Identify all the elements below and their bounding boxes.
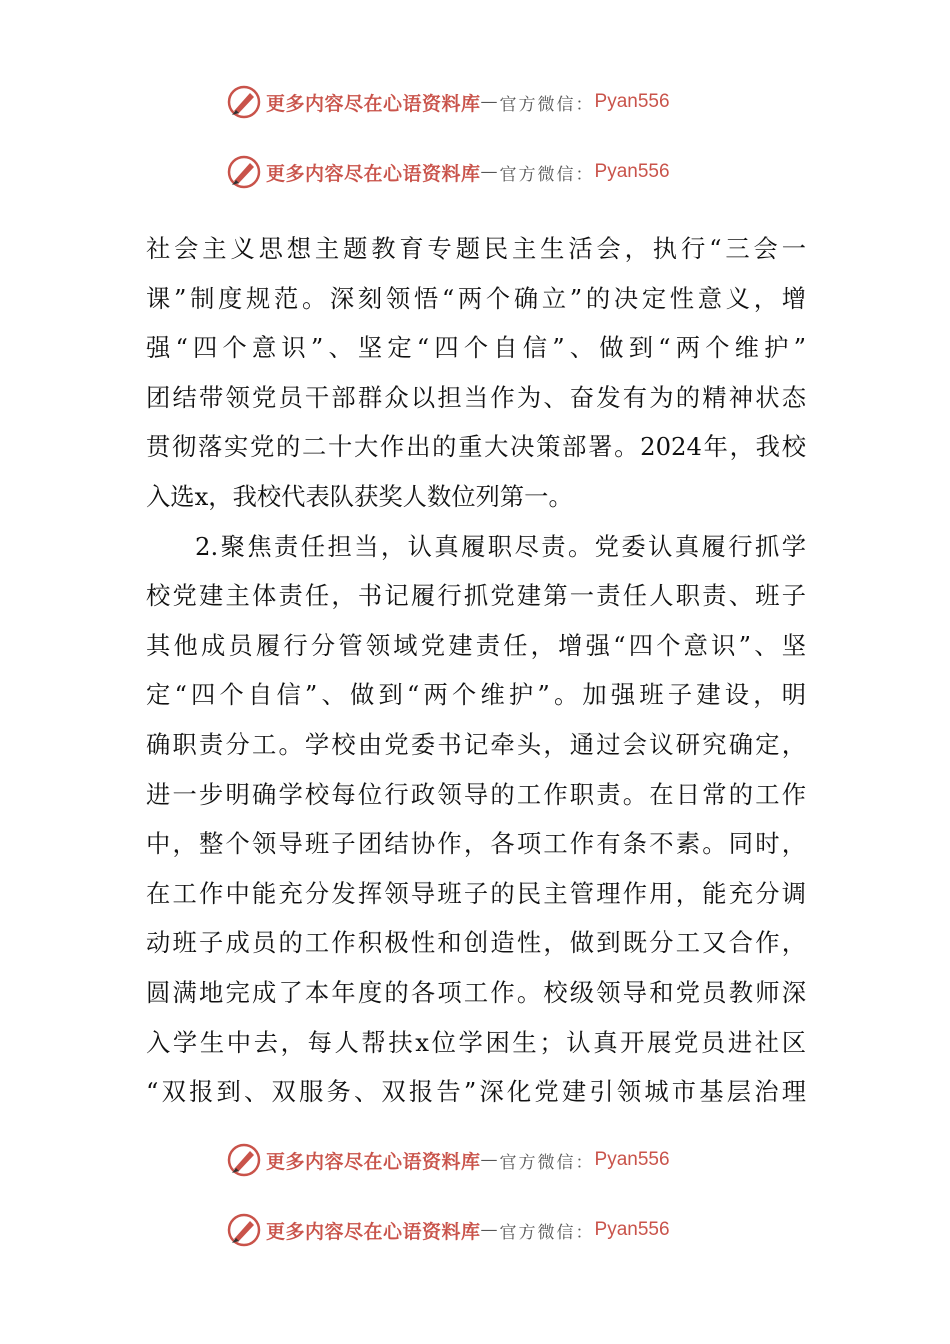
text-line: 入学生中去，每人帮扶x位学困生；认真开展党员进社区 (146, 1027, 806, 1057)
text-line: 进一步明确学校每位行政领导的工作职责。在日常的工作 (146, 779, 806, 809)
text-line: 定“四个自信”、做到“两个维护”。加强班子建设，明 (146, 680, 806, 710)
text-line: 其他成员履行分管领域党建责任，增强“四个意识”、坚 (146, 630, 806, 660)
text-line: 在工作中能充分发挥领导班子的民主管理作用，能充分调 (146, 878, 806, 908)
watermark-site-text: 更多内容尽在心语资料库 (266, 1150, 481, 1173)
watermark-wechat-label: 官方微信： (499, 1152, 595, 1173)
watermark-banner (226, 1210, 746, 1250)
paragraph-1 (146, 224, 806, 522)
text-line: “双报到、双服务、双报告”深化党建引领城市基层治理 (146, 1077, 806, 1107)
text-line: 2.聚焦责任担当，认真履职尽责。党委认真履行抓学 (195, 531, 806, 561)
watermark-banner (226, 152, 746, 192)
watermark-dash: — (480, 1220, 500, 1240)
text-line: 动班子成员的工作积极性和创造性，做到既分工又合作， (146, 928, 806, 958)
text-line: 入选x，我校代表队获奖人数位列第一。 (146, 481, 573, 511)
watermark-banner (226, 1140, 746, 1180)
text-line: 校党建主体责任，书记履行抓党建第一责任人职责、班子 (146, 581, 806, 611)
watermark-wechat-id: Pyan556 (594, 1219, 670, 1240)
text-line: 中，整个领导班子团结协作，各项工作有条不素。同时， (146, 829, 806, 859)
pen-logo-icon (226, 1142, 262, 1178)
pen-logo-icon (226, 154, 262, 190)
watermark-wechat-id: Pyan556 (594, 91, 670, 112)
watermark-wechat-label: 官方微信： (499, 94, 595, 115)
watermark-banner (226, 82, 746, 122)
watermark-site-text: 更多内容尽在心语资料库 (266, 162, 481, 185)
watermark-site-text: 更多内容尽在心语资料库 (266, 92, 481, 115)
pen-logo-icon (226, 1212, 262, 1248)
paragraph-2 (146, 522, 806, 1117)
watermark-wechat-label: 官方微信： (499, 1222, 595, 1243)
text-line: 团结带领党员干部群众以担当作为、奋发有为的精神状态 (146, 382, 806, 412)
watermark-wechat-label: 官方微信： (499, 164, 595, 185)
text-line: 圆满地完成了本年度的各项工作。校级领导和党员教师深 (146, 977, 806, 1007)
text-line: 强“四个意识”、坚定“四个自信”、做到“两个维护” (146, 333, 806, 363)
document-body (146, 224, 806, 1117)
text-line: 确职责分工。学校由党委书记牵头，通过会议研究确定， (146, 729, 806, 759)
watermark-dash: — (480, 1150, 500, 1170)
pen-logo-icon (226, 84, 262, 120)
text-line: 社会主义思想主题教育专题民主生活会，执行“三会一 (146, 234, 806, 263)
watermark-wechat-id: Pyan556 (594, 1149, 670, 1170)
watermark-dash: — (480, 162, 500, 182)
watermark-wechat-id: Pyan556 (594, 161, 670, 182)
watermark-site-text: 更多内容尽在心语资料库 (266, 1220, 481, 1243)
text-line: 课”制度规范。深刻领悟“两个确立”的决定性意义，增 (146, 283, 806, 313)
text-line: 贯彻落实党的二十大作出的重大决策部署。2024年，我校 (146, 432, 806, 462)
watermark-dash: — (480, 92, 500, 112)
